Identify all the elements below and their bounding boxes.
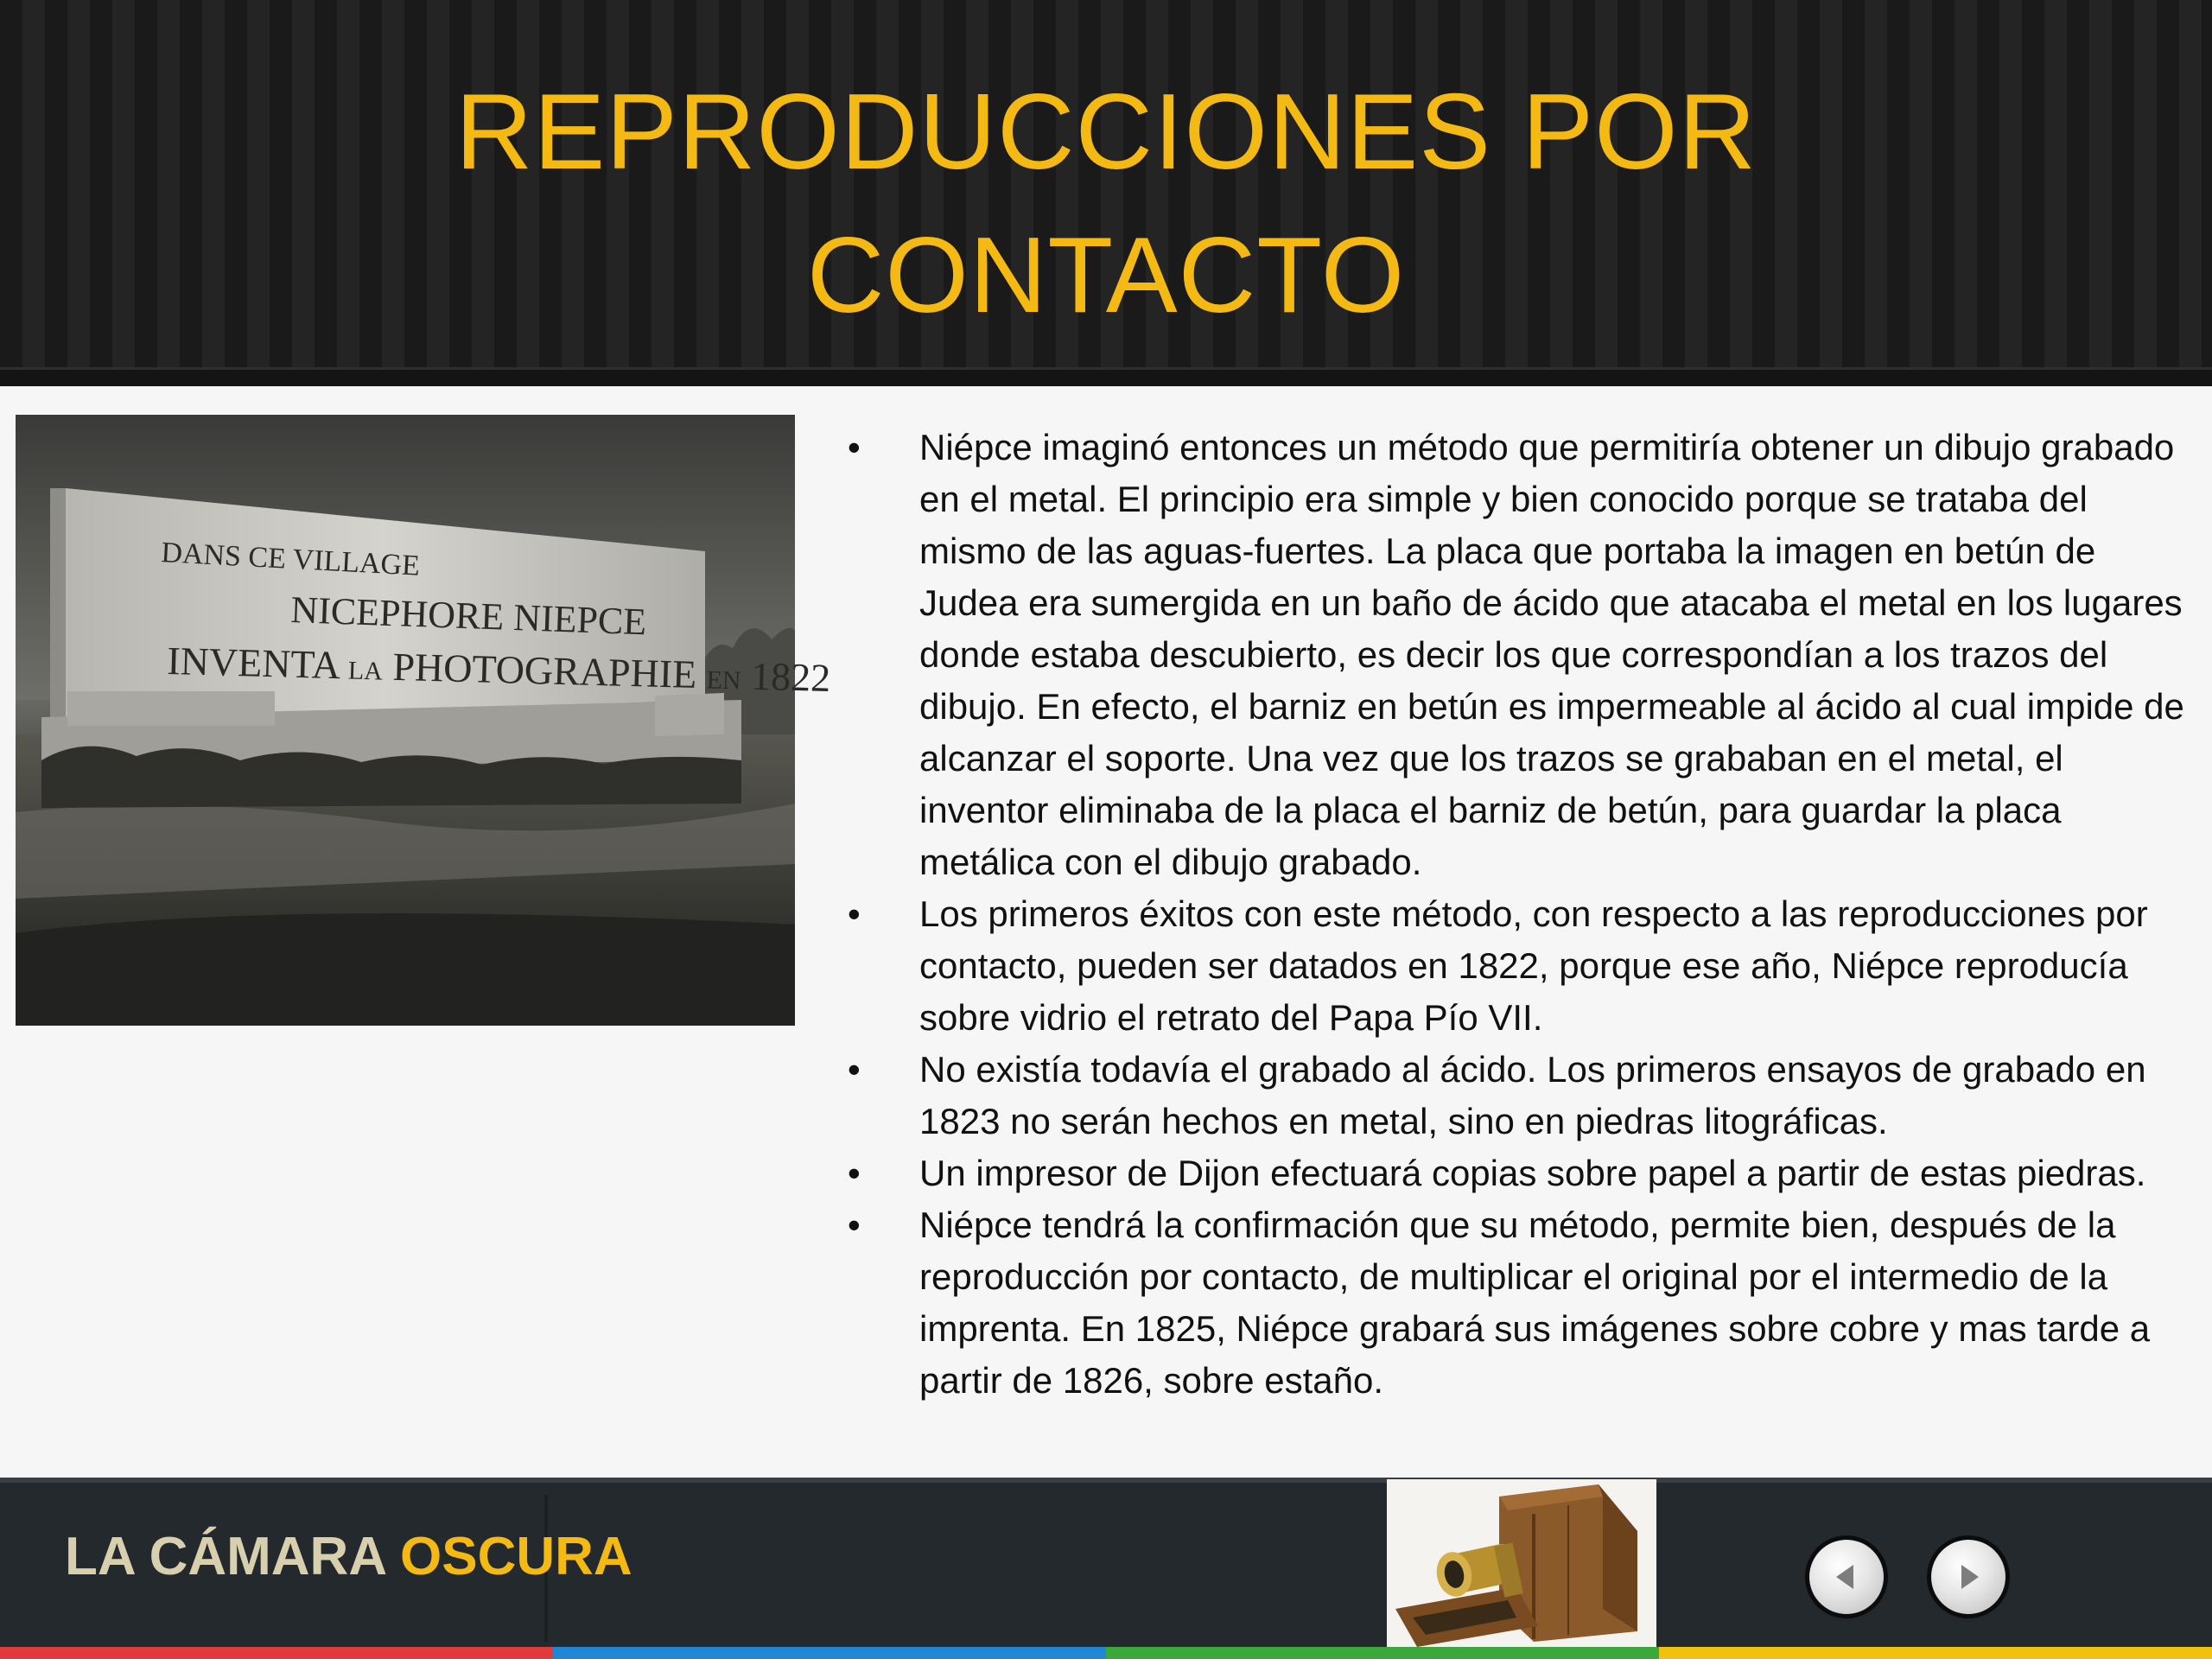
title-line-1: REPRODUCCIONES POR (454, 73, 1758, 192)
brand-text: LA CÁMARA (65, 1527, 385, 1586)
slide-title (0, 60, 2212, 347)
sign-word-la: LA (347, 656, 384, 686)
bullet-list (842, 422, 2190, 1407)
color-bar-red (0, 1647, 553, 1659)
list-item (842, 888, 2190, 1044)
list-item-text: Niépce tendrá la confirmación que su método, permite bien, después de la reproducción por contacto, de multiplicar el original por el intermedio de la imprenta. En 1825, Niépce grabará sus imágenes sobre cobre y mas tarde a partir de 1826, sobre estaño. (919, 1205, 2151, 1401)
sign-text-line-2: NICEPHORE NIEPCE (289, 588, 648, 644)
prev-arrow-icon (1829, 1560, 1864, 1594)
bullet-marker: • (848, 1153, 861, 1193)
sign-word-en: EN (706, 665, 741, 696)
next-slide-button[interactable] (1931, 1540, 2005, 1614)
sign-word-year: 1822 (750, 653, 831, 701)
list-item-text: Un impresor de Dijon efectuará copias sobre papel a partir de estas piedras. (919, 1153, 2146, 1193)
list-item (842, 422, 2190, 888)
bullet-marker: • (848, 1049, 861, 1090)
list-item (842, 1199, 2190, 1407)
list-item-text: No existía todavía el grabado al ácido. Los primeros ensayos de grabado en 1823 no serán hechos en metal, sino en piedras litográficas. (919, 1049, 2146, 1141)
color-bar-blue (553, 1647, 1106, 1659)
list-item-text: Niépce imaginó entonces un método que permitiría obtener un dibujo grabado en el metal. El principio era simple y bien conocido porque se trataba del mismo de las aguas-fuertes. La placa que portaba la imagen en betún de Judea era sumergida en un baño de ácido que atacaba el metal en los lugares donde estaba descubierto, es decir los que correspondían a los trazos del dibujo. En efecto, el barniz en betún es impermeable al ácido al cual impide de alcanzar el soporte. Una vez que los trazos se grababan en el metal, el inventor eliminaba de la placa el barniz de betún, para guardar la placa metálica con el dibujo grabado. (919, 427, 2184, 882)
slide-body (842, 422, 2190, 1407)
color-bar-yellow (1659, 1647, 2212, 1659)
monument-photo (16, 415, 831, 1026)
list-item (842, 1044, 2190, 1147)
sign-text-line-1: DANS CE VILLAGE (160, 537, 421, 582)
bullet-marker: • (848, 893, 861, 934)
header-divider (0, 367, 2212, 386)
sign-word-inventa: INVENTA (166, 639, 340, 688)
sign-word-photographie: PHOTOGRAPHIE (391, 644, 697, 697)
color-bar-green (1106, 1647, 1659, 1659)
brand-accent-text: OSCURA (400, 1527, 632, 1586)
camera-image (1387, 1479, 1656, 1647)
list-item-text: Los primeros éxitos con este método, con respecto a las reproducciones por contacto, pueden ser datados en 1822, porque ese año, Niépce reproducía sobre vidrio el retrato del Papa Pío VII. (919, 893, 2148, 1038)
bullet-marker: • (848, 427, 861, 467)
bullet-marker: • (848, 1205, 861, 1245)
prev-slide-button[interactable] (1809, 1540, 1884, 1614)
title-line-2: CONTACTO (806, 216, 1406, 335)
next-arrow-icon (1951, 1560, 1986, 1594)
footer-brand (65, 1522, 632, 1592)
list-item (842, 1147, 2190, 1199)
